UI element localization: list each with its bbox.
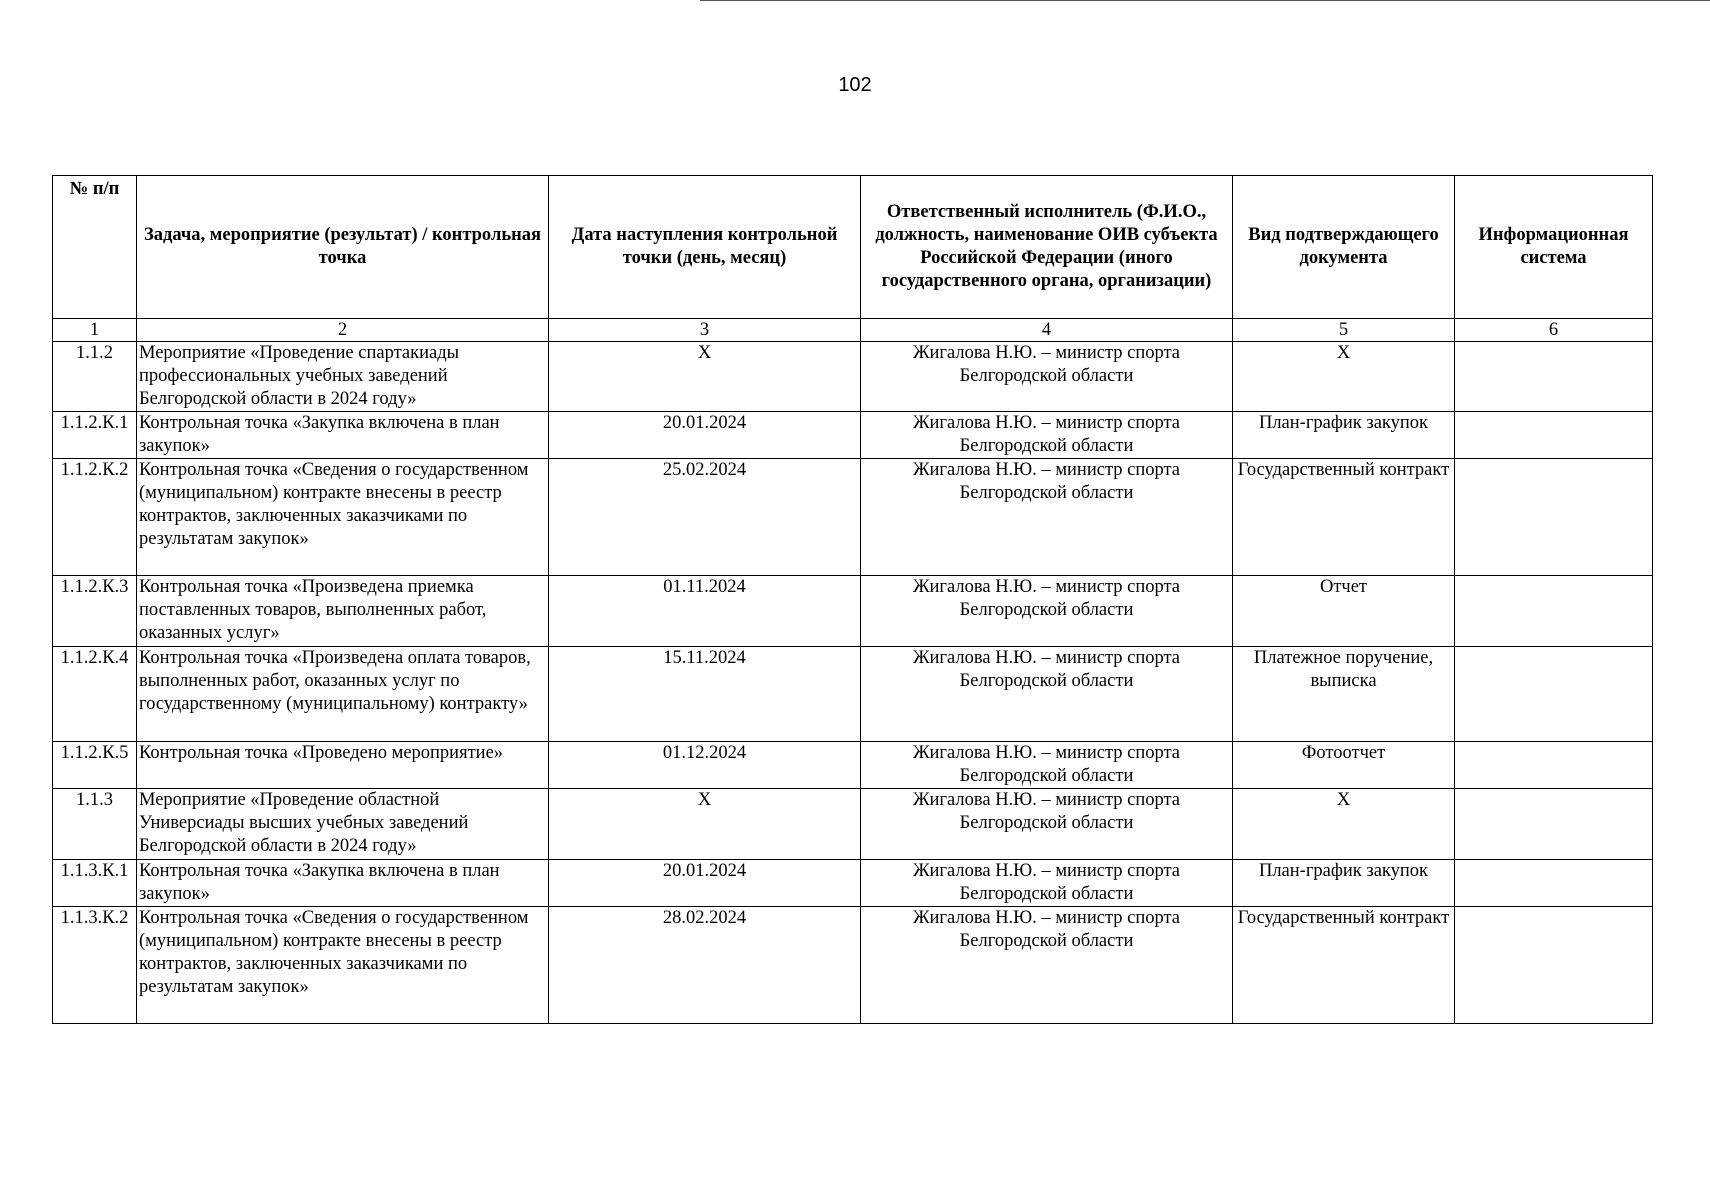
row-system [1455,789,1653,860]
column-number-row [53,319,1653,342]
row-system [1455,647,1653,742]
row-task: Контрольная точка «Сведения о государственном (муниципальном) контракте внесены в реестр контрактов, заключенных заказчиками по результатам закупок» [137,907,549,1024]
column-number: 1 [53,319,137,342]
row-date: 20.01.2024 [549,860,861,907]
row-date: 28.02.2024 [549,907,861,1024]
row-executor: Жигалова Н.Ю. – министр спорта Белгородской области [861,789,1233,860]
row-system [1455,342,1653,412]
top-edge-line [700,0,1710,1]
row-task: Контрольная точка «Сведения о государственном (муниципальном) контракте внесены в реестр контрактов, заключенных заказчиками по результатам закупок» [137,459,549,576]
header-date: Дата наступления контрольной точки (день, месяц) [549,176,861,319]
row-executor: Жигалова Н.Ю. – министр спорта Белгородской области [861,860,1233,907]
row-date: 15.11.2024 [549,647,861,742]
row-date: 20.01.2024 [549,412,861,459]
row-number: 1.1.3.К.2 [53,907,137,1024]
table-row [53,342,1653,412]
column-number: 2 [137,319,549,342]
row-executor: Жигалова Н.Ю. – министр спорта Белгородской области [861,647,1233,742]
row-number: 1.1.2.К.4 [53,647,137,742]
row-executor: Жигалова Н.Ю. – министр спорта Белгородской области [861,412,1233,459]
row-document: План-график закупок [1233,412,1455,459]
row-date: 01.11.2024 [549,576,861,647]
row-document: Государственный контракт [1233,459,1455,576]
row-document: Фотоотчет [1233,742,1455,789]
plan-table [52,175,1653,1024]
row-task: Контрольная точка «Закупка включена в план закупок» [137,860,549,907]
row-date: Х [549,342,861,412]
row-executor: Жигалова Н.Ю. – министр спорта Белгородской области [861,742,1233,789]
row-system [1455,576,1653,647]
header-num: № п/п [53,176,137,319]
row-system [1455,907,1653,1024]
row-document: Х [1233,789,1455,860]
row-system [1455,742,1653,789]
table-row [53,789,1653,860]
row-number: 1.1.3.К.1 [53,860,137,907]
row-number: 1.1.3 [53,789,137,860]
row-document: Отчет [1233,576,1455,647]
table-row [53,742,1653,789]
row-executor: Жигалова Н.Ю. – министр спорта Белгородской области [861,459,1233,576]
row-system [1455,412,1653,459]
row-task: Контрольная точка «Закупка включена в план закупок» [137,412,549,459]
table-row [53,459,1653,576]
table-row [53,576,1653,647]
page-number: 102 [838,74,872,96]
row-executor: Жигалова Н.Ю. – министр спорта Белгородской области [861,576,1233,647]
row-executor: Жигалова Н.Ю. – министр спорта Белгородской области [861,342,1233,412]
row-date: 25.02.2024 [549,459,861,576]
row-number: 1.1.2.К.5 [53,742,137,789]
header-document: Вид подтверждающего документа [1233,176,1455,319]
table-row [53,647,1653,742]
row-task: Мероприятие «Проведение областной Универсиады высших учебных заведений Белгородской области в 2024 году» [137,789,549,860]
row-system [1455,459,1653,576]
row-executor: Жигалова Н.Ю. – министр спорта Белгородской области [861,907,1233,1024]
row-document: Государственный контракт [1233,907,1455,1024]
row-task: Контрольная точка «Произведена приемка поставленных товаров, выполненных работ, оказанных услуг» [137,576,549,647]
row-date: Х [549,789,861,860]
column-number: 4 [861,319,1233,342]
row-number: 1.1.2.К.2 [53,459,137,576]
table-row [53,860,1653,907]
row-task: Контрольная точка «Проведено мероприятие» [137,742,549,789]
row-system [1455,860,1653,907]
row-date: 01.12.2024 [549,742,861,789]
header-system: Информационная система [1455,176,1653,319]
row-document: План-график закупок [1233,860,1455,907]
row-document: Х [1233,342,1455,412]
row-number: 1.1.2.К.3 [53,576,137,647]
row-task: Контрольная точка «Произведена оплата товаров, выполненных работ, оказанных услуг по государственному (муниципальному) контракту» [137,647,549,742]
row-number: 1.1.2 [53,342,137,412]
row-task: Мероприятие «Проведение спартакиады профессиональных учебных заведений Белгородской области в 2024 году» [137,342,549,412]
row-number: 1.1.2.К.1 [53,412,137,459]
header-row [53,176,1653,319]
header-task: Задача, мероприятие (результат) / контрольная точка [137,176,549,319]
column-number: 3 [549,319,861,342]
row-document: Платежное поручение, выписка [1233,647,1455,742]
column-number: 5 [1233,319,1455,342]
table-row [53,907,1653,1024]
header-executor: Ответственный исполнитель (Ф.И.О., должность, наименование ОИВ субъекта Российской Федерации (иного государственного органа, организации) [861,176,1233,319]
table-row [53,412,1653,459]
column-number: 6 [1455,319,1653,342]
